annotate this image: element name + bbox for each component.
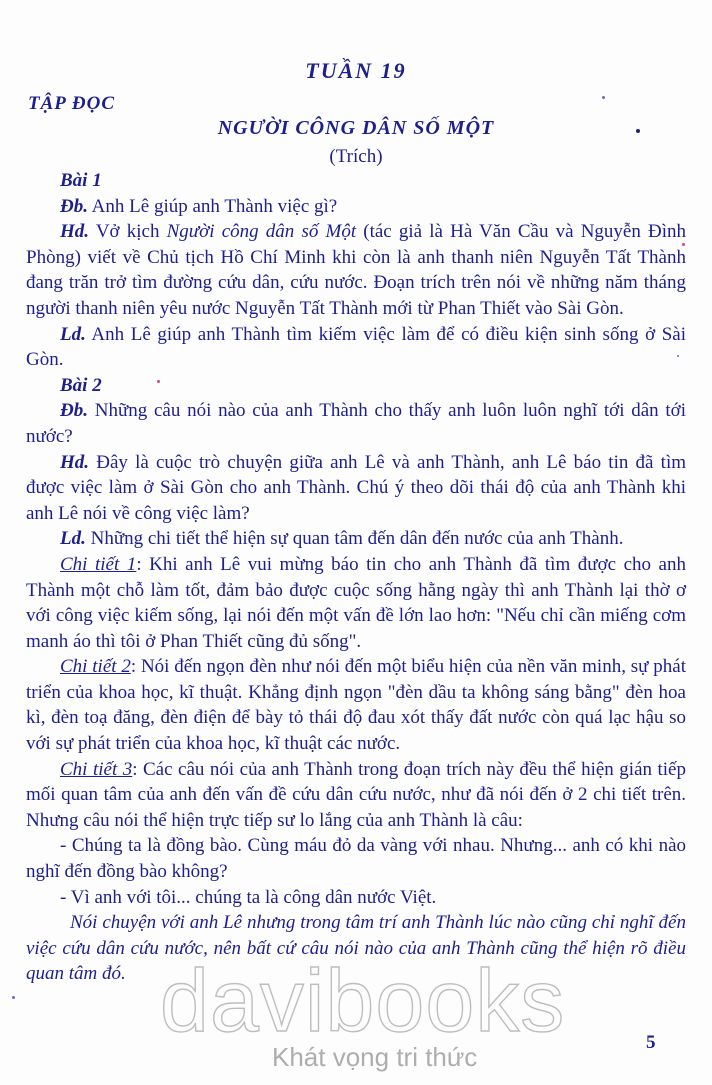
answer-text: Những chi tiết thể hiện sự quan tâm đến dân đến nước của anh Thành.: [85, 528, 624, 550]
bai1-question: [26, 194, 686, 220]
scan-speck: [157, 380, 160, 383]
hint-text: (tác giả là Hà Văn Cầu và Nguyễn Đình Phòng) viết về Chủ tịch Hồ Chí Minh khi còn là anh thanh niên Nguyễn Tất Thành đang trăn trở tìm đường cứu dân, cứu nước. Đoạn trích trên nói về những năm tháng người thanh niên yêu nước Nguyễn Tất Thành mới từ Phan Thiết vào Sài Gòn.: [26, 221, 686, 319]
detail-label: Chi tiết 2: [60, 656, 131, 678]
answer-label: Ld.: [60, 323, 86, 345]
answer-label: Ld.: [60, 528, 86, 550]
page-body: [26, 168, 686, 987]
question-label: Đb.: [60, 400, 88, 422]
section-label: TẬP ĐỌC: [28, 93, 116, 114]
bai2-hint: [26, 450, 686, 527]
lesson-title: NGƯỜI CÔNG DÂN SỐ MỘT: [217, 117, 495, 139]
question-text: Những câu nói nào của anh Thành cho thấy anh luôn luôn nghĩ tới dân tới nước?: [26, 400, 686, 447]
hint-text: Đây là cuộc trò chuyện giữa anh Lê và anh Thành, anh Lê báo tin đã tìm được việc làm ở Sài Gòn cho anh Thành. Chú ý theo dõi thái độ của anh Thành khi anh Lê nói về công việc làm?: [26, 451, 686, 524]
scan-speck: [682, 243, 685, 246]
scan-speck: [636, 129, 640, 133]
question-label: Đb.: [60, 195, 88, 217]
detail-1: [26, 552, 686, 654]
detail-text: : Khi anh Lê vui mừng báo tin cho anh Thành đã tìm được cho anh Thành một chỗ làm tốt, đảm bảo được cuộc sống hằng ngày thì anh Thành lại thờ ơ với công việc kiếm sống, lại nói đến một vấn đề lớn lao hơn: "Nếu chỉ cần miếng cơm manh áo thì tôi ở Phan Thiết cũng đủ sống".: [26, 553, 686, 652]
detail-label: Chi tiết 3: [60, 758, 133, 780]
bai2-question: [26, 398, 686, 449]
detail-text: : Nói đến ngọn đèn như nói đến một biểu hiện của nền văn minh, sự phát triển của khoa học, kĩ thuật. Khẳng định ngọn "đèn dầu ta không sáng bằng" đèn hoa kì, đèn toạ đăng, đèn điện để bày tỏ thái độ đau xót thấy đất nước còn quá lạc hậu so với sự phát triển của khoa học, kĩ thuật các nước.: [26, 656, 686, 755]
detail-text: : Các câu nói của anh Thành trong đoạn trích này đều thể hiện gián tiếp mối quan tâm của anh đến vấn đề cứu dân cứu nước, như đã nói đến ở 2 chi tiết trên. Nhưng câu nói thể hiện trực tiếp sư lo lắng của anh Thành là câu:: [26, 758, 686, 831]
watermark-logo: davibooks: [160, 951, 566, 1050]
watermark-tagline: Khát vọng tri thức: [272, 1042, 478, 1072]
hint-label: Hd.: [60, 451, 90, 473]
lesson-subtitle: (Trích): [329, 146, 383, 167]
bai2-answer: [26, 526, 686, 552]
week-title: TUẦN 19: [305, 58, 407, 83]
detail-3: [26, 757, 686, 834]
detail-label: Chi tiết 1: [60, 553, 137, 575]
hint-text: Vở kịch: [89, 221, 167, 243]
page-number: 5: [646, 1032, 656, 1053]
quote-2: - Vì anh với tôi... chúng ta là công dân nước Việt.: [60, 886, 437, 908]
question-text: Anh Lê giúp anh Thành việc gì?: [87, 195, 338, 217]
work-title: Người công dân số Một: [166, 221, 357, 243]
answer-text: Anh Lê giúp anh Thành tìm kiếm việc làm để có điều kiện sinh sống ở Sài Gòn.: [26, 323, 686, 371]
bai1-answer: [26, 322, 686, 373]
closing-paragraph: Nói chuyện với anh Lê nhưng trong tâm trí anh Thành lúc nào cũng chỉ nghĩ đến việc cứu dân cứu nước, nên bất cứ câu nói nào của anh Thành cũng thể hiện rõ điều quan tâm đó.: [26, 912, 686, 985]
bai2-heading: Bài 2: [60, 374, 102, 396]
scan-speck: [677, 355, 679, 357]
hint-label: Hd.: [60, 221, 90, 243]
bai1-hint: [26, 219, 686, 321]
scan-speck: [602, 96, 605, 99]
bai1-heading: Bài 1: [60, 170, 102, 191]
scan-speck: [12, 996, 15, 999]
quote-1: - Chúng ta là đồng bào. Cùng máu đỏ da vàng với nhau. Nhưng... anh có khi nào nghĩ đến đồng bào không?: [26, 835, 686, 883]
detail-2: [26, 654, 686, 756]
